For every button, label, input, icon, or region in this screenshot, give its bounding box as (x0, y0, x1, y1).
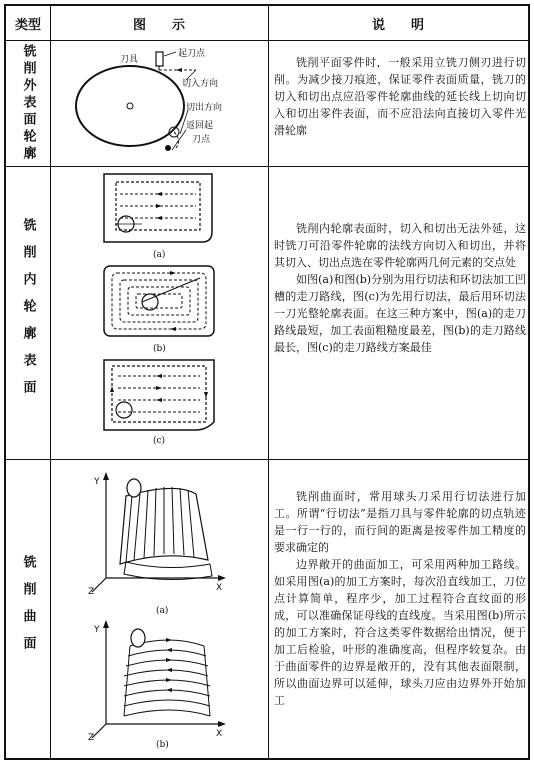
pocket-zigzag-figure (102, 172, 218, 246)
paragraph: 铣削内轮廓表面时，切入和切出无法外延，这时铣刀可沿零件轮廓的法线方向切入和切出，并将其切入、切出点选在零件轮廓两几何元素的交点处 (274, 222, 526, 269)
figure-caption: (b) (153, 344, 166, 354)
row-divider (6, 166, 528, 167)
row-type-cell (6, 40, 50, 166)
return-label-2: 刀点 (192, 135, 211, 145)
row-type-cell (6, 459, 50, 758)
y-axis-label: Y (94, 625, 100, 635)
figure-caption: (a) (153, 250, 166, 260)
row-type-label: 铣削外表面轮廓 (20, 43, 36, 163)
row-type-label: 铣削内轮廓表面 (20, 218, 36, 407)
paragraph: 边界敞开的曲面加工，可采用两种加工路线。如采用图(a)的加工方案时，每次沿直线加工，刀位点计算简单，程序少，加工过程符合直纹面的形成，可以准确保证母线的直线度。当采用图(b)所示的加工方案时，符合这类零件数据给出情况，便于加工后检验，叶形的准确度高，但程序较复杂。由于曲面零件的边界是敞开的，没有其他表面限制，所以曲面边界可以延伸，球头刀应由边界外开始加工 (274, 558, 526, 707)
tool-label: 刀具 (120, 55, 139, 65)
row-divider (6, 459, 528, 460)
header-type: 类型 (14, 17, 41, 33)
row-divider (6, 40, 528, 41)
paragraph: 铣削曲面时，常用球头刀采用行切法进行加工。所谓“行切法”是指刀具与零件轮廓的切点轨迹是一行一行的，而行间的距离是按零件加工精度的要求确定的 (274, 490, 526, 554)
cut-in-label: 切入方向 (182, 79, 219, 89)
outer-contour-figure (56, 44, 264, 162)
surface-ring-figure (86, 616, 236, 746)
header-description: 说 明 (371, 17, 424, 33)
column-divider (268, 6, 269, 758)
start-point-label: 起刀点 (178, 49, 206, 59)
z-axis-label: Z (88, 587, 95, 597)
process-table (4, 4, 530, 760)
surface-zigzag-figure (86, 468, 236, 600)
row-description (274, 54, 526, 139)
row-description (274, 488, 526, 709)
row-type-cell (6, 166, 50, 459)
x-axis-label: X (216, 583, 223, 593)
x-axis-label: X (216, 729, 223, 739)
y-axis-label: Y (94, 477, 100, 487)
figure-caption: (c) (153, 436, 166, 446)
column-divider (50, 6, 51, 758)
header-figure: 图 示 (132, 17, 185, 33)
figure-caption: (b) (156, 740, 169, 750)
cut-out-label: 切出方向 (186, 103, 223, 113)
row-type-label: 铣削曲面 (20, 554, 36, 663)
paragraph: 如图(a)和图(b)分别为用行切法和环切法加工凹槽的走刀路线，图(c)为先用行切法，最后用环切法一刀光整轮廓表面。在这三种方案中，图(a)的走刀路线最短，加工表面粗糙度最差，图(b)的走刀路线最长，图(c)的走刀路线方案最佳 (274, 273, 526, 354)
paragraph: 铣削平面零件时，一般采用立铣刀侧刃进行切削。为减少接刀痕迹，保证零件表面质量，铣刀的切入和切出点应沿零件轮廓曲线的延长线上切向切入和切出零件表面，而不应沿法向直接切入零件光滑轮廓 (274, 56, 526, 137)
pocket-ring-figure (102, 264, 218, 340)
return-label: 返回起 (186, 121, 214, 131)
figure-caption: (a) (156, 606, 169, 616)
pocket-combined-figure (102, 358, 218, 432)
z-axis-label: Z (88, 733, 95, 743)
row-description (274, 220, 526, 356)
